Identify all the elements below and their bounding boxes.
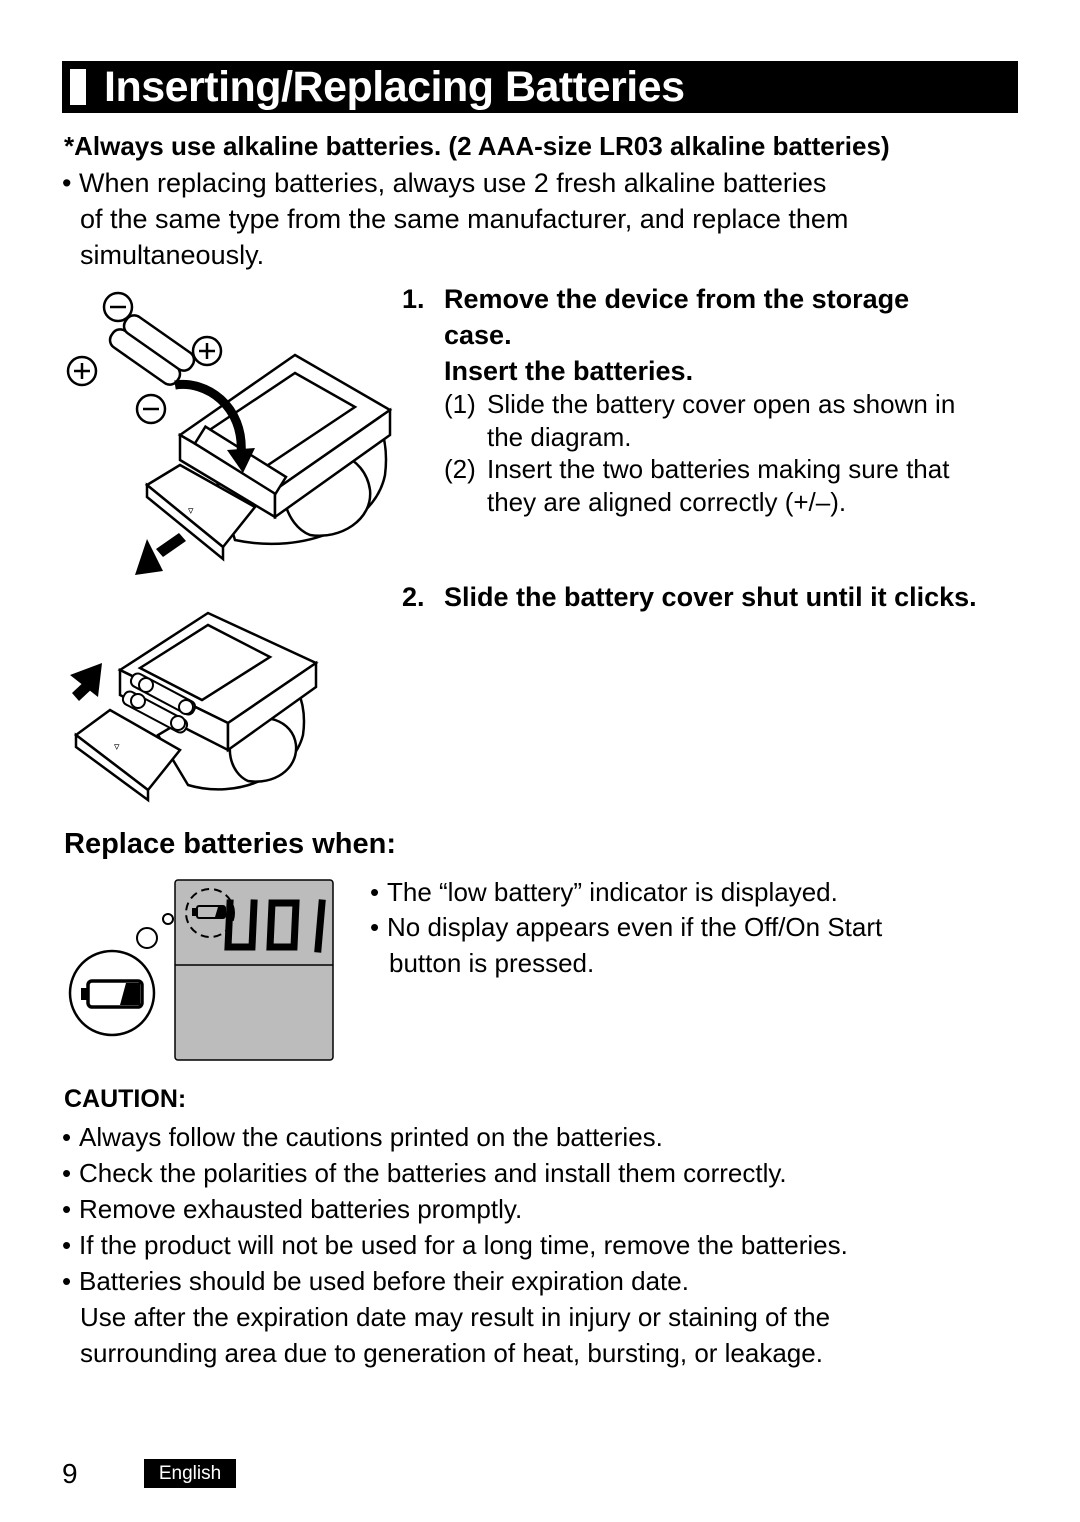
minus-symbol-icon (137, 395, 165, 423)
step1-title-line-1: 1. Remove the device from the storage (402, 284, 910, 314)
caution-bullet-5-line-3: surrounding area due to generation of heat, bursting, or leakage. (80, 1338, 823, 1368)
low-battery-display-illustration (60, 875, 345, 1070)
plus-symbol-icon (68, 357, 96, 385)
svg-text:▿: ▿ (188, 504, 194, 517)
step1-title-line-2: case. (444, 320, 512, 350)
step2-title: 2. Slide the battery cover shut until it clicks. (402, 582, 977, 612)
step1-item-1-line-1: (1) Slide the battery cover open as shown in (444, 389, 956, 419)
caution-bullet-5-line-1: • Batteries should be used before their expiration date. (62, 1266, 689, 1296)
replace-bullet-1: • The “low battery” indicator is displayed. (370, 877, 838, 907)
caution-bullet-5-line-2: Use after the expiration date may result in injury or staining of the (80, 1302, 831, 1332)
caution-bullet-2: • Check the polarities of the batteries and install them correctly. (62, 1158, 787, 1188)
slide-open-arrow-icon (135, 533, 186, 575)
section-title-bar (62, 61, 1018, 113)
replace-bullet-2-line-2: button is pressed. (389, 948, 595, 978)
replace-bullet-2-line-1: • No display appears even if the Off/On Start (370, 912, 883, 942)
caution-bullet-3: • Remove exhausted batteries promptly. (62, 1194, 523, 1224)
page-title: Inserting/Replacing Batteries (104, 62, 685, 111)
page-number: 9 (62, 1458, 78, 1489)
language-label: English (144, 1459, 236, 1488)
alkaline-note: *Always use alkaline batteries. (2 AAA-size LR03 alkaline batteries) (64, 131, 890, 161)
caution-bullet-4: • If the product will not be used for a long time, remove the batteries. (62, 1230, 848, 1260)
intro-bullet-line-2: of the same type from the same manufacturer, and replace them (80, 204, 849, 234)
step1-item-2-line-1: (2) Insert the two batteries making sure that (444, 454, 950, 484)
intro-bullet-line-1: • When replacing batteries, always use 2 fresh alkaline batteries (62, 168, 827, 198)
caution-heading: CAUTION: (64, 1085, 187, 1113)
slide-shut-arrow-icon (70, 663, 102, 701)
step1-subtitle: Insert the batteries. (444, 356, 694, 386)
step1-item-1-line-2: the diagram. (487, 422, 632, 452)
title-marker (70, 69, 86, 105)
caution-bullet-1: • Always follow the cautions printed on the batteries. (62, 1122, 663, 1152)
battery-insertion-illustration (55, 285, 400, 585)
intro-bullet-line-3: simultaneously. (80, 240, 265, 270)
low-battery-icon-magnified (81, 981, 142, 1007)
plus-symbol-icon (193, 337, 221, 365)
step1-item-2-line-2: they are aligned correctly (+/–). (487, 487, 847, 517)
aaa-batteries-icon (106, 312, 197, 388)
replace-heading: Replace batteries when: (64, 828, 396, 860)
battery-cover-closing-illustration (58, 585, 323, 805)
svg-text:▿: ▿ (114, 740, 120, 753)
